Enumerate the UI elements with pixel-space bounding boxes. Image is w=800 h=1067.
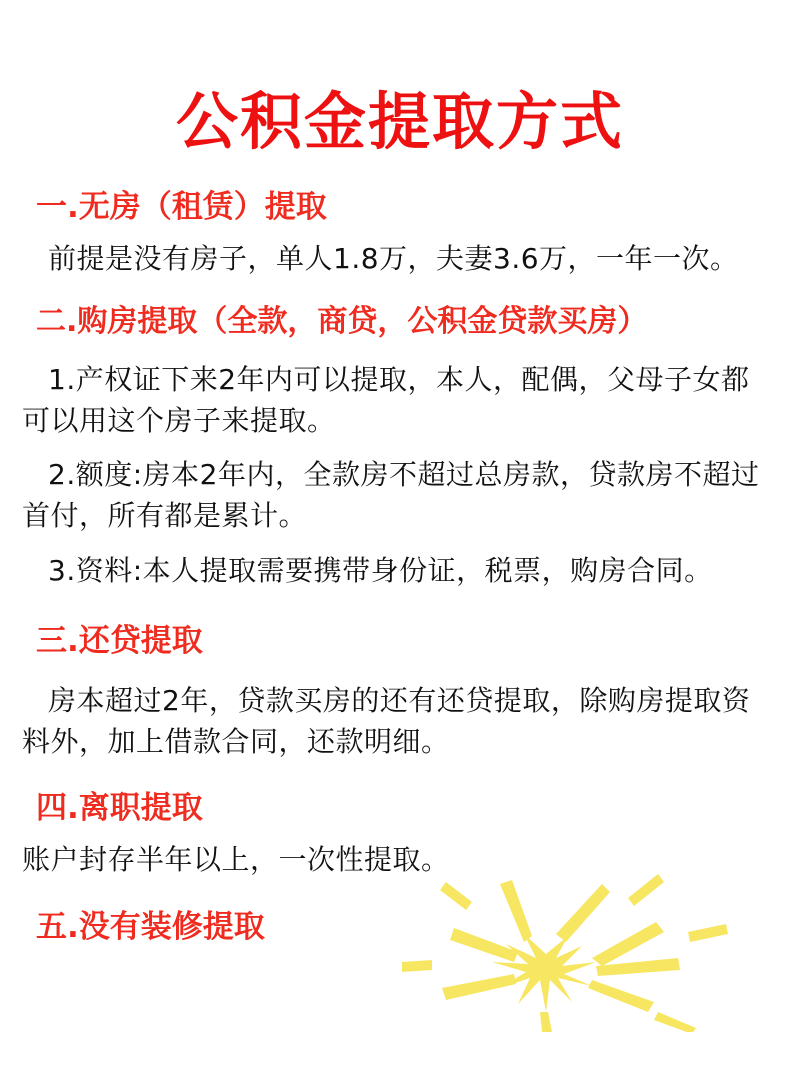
section-4-paragraph-1: 账户封存半年以上，一次性提取。 [22,843,450,877]
spacer [22,830,778,840]
spacer [22,229,778,239]
section-heading-2: 二.购房提取（全款，商贷，公积金贷款买房） [36,303,648,339]
spacer [22,881,778,907]
section-3-paragraph-1: 房本超过2年，贷款买房的还有还贷提取，除购房提取资料外，加上借款合同，还款明细。 [22,684,751,758]
spacer [22,663,778,681]
section-2-paragraph-3: 3.资料:本人提取需要携带身份证，税票，购房合同。 [48,553,713,587]
section-heading-1: 一.无房（租赁）提取 [36,189,327,226]
section-heading-5: 五.没有装修提取 [36,908,265,945]
section-2-paragraph-2: 2.额度:房本2年内，全款房不超过总房款，贷款房不超过首付，所有都是累计。 [22,458,760,533]
spacer [22,342,778,360]
spacer [22,157,778,187]
spacer [22,591,778,621]
section-heading-4: 四.离职提取 [36,790,203,827]
section-1-paragraph-1: 前提是没有房子，单人1.8万，夫妻3.6万，一年一次。 [48,242,739,276]
spacer [22,280,778,302]
page-title: 公积金提取方式 [175,85,624,158]
section-2-paragraph-1: 1.产权证下来2年内可以提取，本人，配偶，父母子女都可以用这个房子来提取。 [22,363,750,437]
spacer [22,762,778,788]
spacer [22,537,778,551]
spacer [22,441,778,455]
section-heading-3: 三.还贷提取 [36,623,203,660]
